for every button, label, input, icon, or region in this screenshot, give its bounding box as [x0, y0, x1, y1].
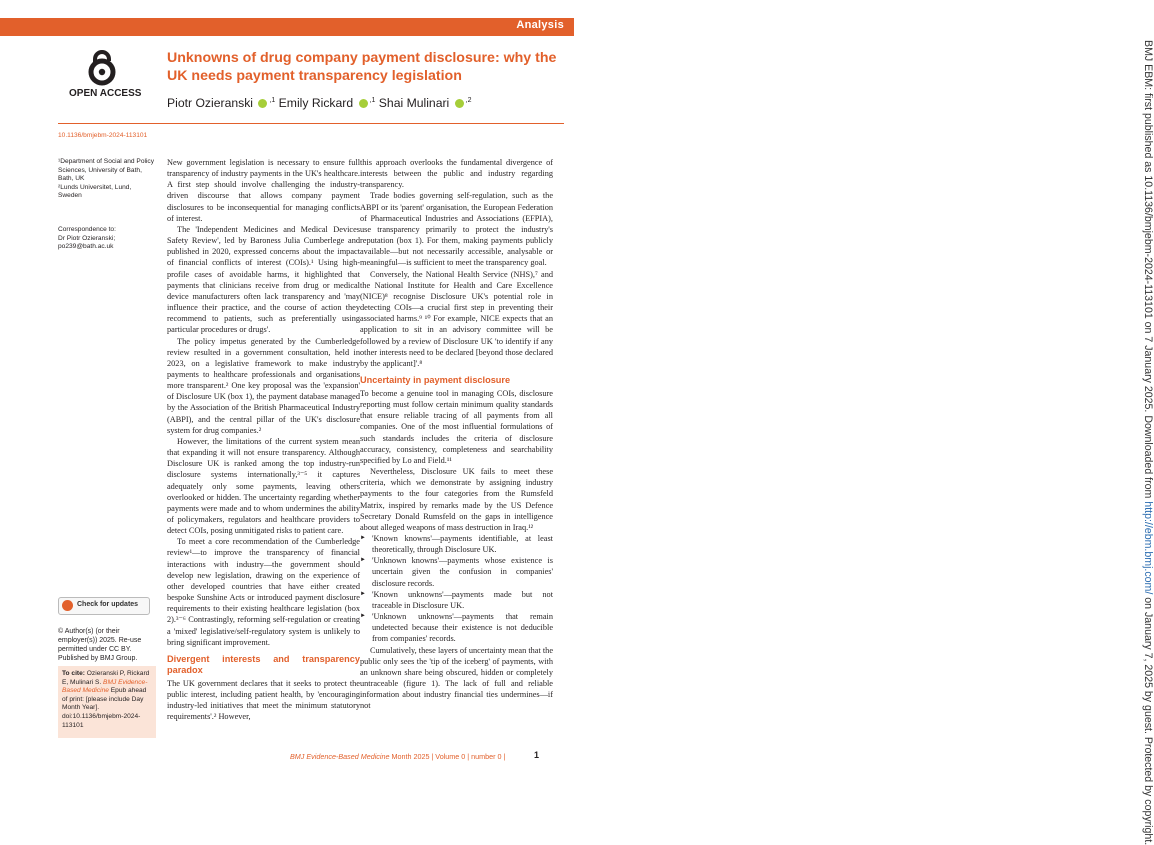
paragraph: The policy impetus generated by the Cumberledge review resulted in a government consultation, held in 2023, on a legislative framework to make industry payments to healthcare professionals and organisations more transparent.² One key proposal was the 'expansion' of Disclosure UK (box 1), the payment database managed by the Association of the British Pharmaceutical Industry (ABPI), and the central pillar of the UK's disclosure system for drug companies.² — [167, 336, 360, 435]
author-list: Piotr Ozieranski $^{,1}$ Emily Rickard $^{,1}$ Shai Mulinari $^{,2}$ — [167, 96, 472, 110]
rumsfeld-list — [360, 533, 553, 645]
paragraph: To meet a core recommendation of the Cumberledge review¹—to improve the transparency of financial interactions with industry—the government should develop new legislation, drawing on the experience of other developed countries that have either created bespoke Sunshine Acts or introduced payment disclosure requirements to their existing healthcare legislation (box 2).³⁻⁶ Contrastingly, reforming self-regulation or creating a 'mixed' legislative/self-regulatory system is unlikely to bring significant improvement. — [167, 537, 360, 647]
citation-box: To cite: Ozieranski P, Rickard E, Mulinari S. BMJ Evidence-Based Medicine Epub ahead of print: [please include Day Month Year]. doi:10.1136/bmjebm-2024-113101 — [58, 666, 156, 738]
section-label: Analysis — [516, 19, 564, 31]
list-item: ► 'Unknown unknowns'—payments that remain undetected because their existence is not deducible from companies' records. — [360, 611, 553, 644]
paragraph: Cumulatively, these layers of uncertainty mean that the public only sees the 'tip of the iceberg' of payments, with an unknown share being obscured, hidden or completely untraceable (figure 1). The lack of full and reliable information about industry financial ties undermines—if not — [360, 645, 553, 711]
paragraph: New government legislation is necessary to ensure full transparency of industry payments in the UK's healthcare. A first step should involve challenging the industry-driven discourse that allows company payment disclosures to be inconsequential for managing conflicts of interest. — [167, 158, 360, 223]
open-access-icon — [84, 50, 120, 86]
title-divider — [58, 123, 564, 124]
paragraph: this approach overlooks the fundamental divergence of interests between the public and industry regarding transparency. — [360, 158, 553, 190]
side-publication-note: BMJ EBM: first published as 10.1136/bmjebm-2024-113101 on 7 January 2025. Downloaded from http://ebm.bmj.com/ on January 7, 2025 by guest. Protected by copyright. — [1142, 40, 1154, 845]
page-number: 1 — [534, 750, 540, 760]
check-for-updates-button[interactable]: Check for updates — [58, 597, 150, 615]
affiliations: ¹Department of Social and Policy Sciences, University of Bath, Bath, UK ²Lunds Universitet, Lund, Sweden — [58, 158, 155, 200]
copyright-notice: © Author(s) (or their employer(s)) 2025. Re-use permitted under CC BY. Published by BMJ Group. — [58, 628, 142, 662]
orcid-icon[interactable] — [359, 99, 368, 108]
body-column-left — [167, 157, 360, 723]
paragraph: The 'Independent Medicines and Medical Devices Safety Review', led by Baroness Julia Cumberlege and published in 2020, expressed concerns about the impact of financial conflicts of interest (COIs).¹ Using high-profile cases of avoidable harms, it highlighted that payments that clinicians receive from drug or medical device manufacturers often lack transparency and 'may influence their practice, and the course of action they recommend to patients, such as preferentially using particular procedures or drugs'. — [167, 224, 360, 335]
list-item: ► 'Known unknowns'—payments made but not traceable in Disclosure UK. — [360, 589, 553, 611]
paragraph: However, the limitations of the current system mean that expanding it will not ensure transparency. Although Disclosure UK is ranked among the top industry-run disclosure systems internationally,³⁻⁵ it captures adequately only some payments, leaving others overlooked or hidden. The uncertainty regarding whether payments were made and to whom undermines the ability of policymakers, regulators and healthcare providers to detect COIs, posing unmitigated risks to patient care. — [167, 436, 360, 536]
paragraph: Conversely, the National Health Service (NHS),⁷ and the National Institute for Health and Care Excellence (NICE)⁸ recognise Disclosure UK's potential role in detecting COIs—a crucial first step in preventing their associated harms.⁹ ¹⁰ For example, NICE expects that an application to sit in an advisory committee will be followed by a review of Disclosure UK 'to identify if any other interests need to be declared [beyond those declared by the applicant]'.⁸ — [360, 269, 553, 368]
article-title: Unknowns of drug company payment disclosure: why the UK needs payment transparency legislation — [167, 50, 557, 84]
update-icon — [62, 600, 73, 611]
author-name[interactable]: Piotr Ozieranski — [167, 96, 254, 110]
list-item: ► 'Known knowns'—payments identifiable, at least theoretically, through Disclosure UK. — [360, 533, 553, 555]
section-heading: Uncertainty in payment disclosure — [360, 374, 511, 385]
open-access-label: OPEN ACCESS — [69, 88, 142, 99]
orcid-icon[interactable] — [455, 99, 464, 108]
section-banner — [0, 18, 574, 36]
paragraph: Nevertheless, Disclosure UK fails to meet these criteria, which we demonstrate by assigning industry payments to the four categories from the Rumsfeld Matrix, inspired by remarks made by the US Defence Secretary Donald Rumsfeld on the gaps in intelligence about alleged weapons of mass destruction in Iraq.¹² — [360, 467, 553, 532]
author-name[interactable]: Emily Rickard — [278, 96, 354, 110]
download-link[interactable]: http://ebm.bmj.com/ — [1142, 501, 1154, 595]
page-footer: BMJ Evidence-Based Medicine Month 2025 | Volume 0 | number 0 | — [290, 752, 506, 761]
section-heading: Divergent interests and transparency paradox — [167, 653, 360, 675]
orcid-icon[interactable] — [258, 99, 267, 108]
list-item: ► 'Unknown knowns'—payments whose existence is uncertain given the confusion in companies' disclosure records. — [360, 555, 553, 588]
paragraph: Trade bodies governing self-regulation, such as the ABPI or its 'parent' organisation, the European Federation of Pharmaceutical Industries and Associations (EFPIA), use transparency primarily to protect the industry's reputation (box 1). For them, making payments publicly available—but not necessarily accessible, analysable or meaningful—is sufficient to meet the transparency goal. — [360, 191, 553, 268]
body-column-right — [360, 157, 553, 712]
doi-link[interactable]: 10.1136/bmjebm-2024-113101 — [58, 132, 148, 139]
side-strip — [574, 0, 1154, 845]
paragraph: To become a genuine tool in managing COIs, disclosure reporting must follow certain minimum quality standards that ensure reliable tracing of all payments from all companies. One of the most influential formulations of such standards includes the criteria of disclosure accuracy, consistency, completeness and searchability specified by Lo and Field.¹¹ — [360, 388, 553, 465]
paragraph: The UK government declares that it seeks to protect the public interest, including patient health, by 'encouraging industry-led initiatives that meet the minimum statutory requirements'.² However, — [167, 678, 360, 722]
author-name[interactable]: Shai Mulinari — [378, 96, 450, 110]
correspondence: Correspondence to: Dr Piotr Ozieranski; po239@bath.ac.uk — [58, 226, 116, 251]
